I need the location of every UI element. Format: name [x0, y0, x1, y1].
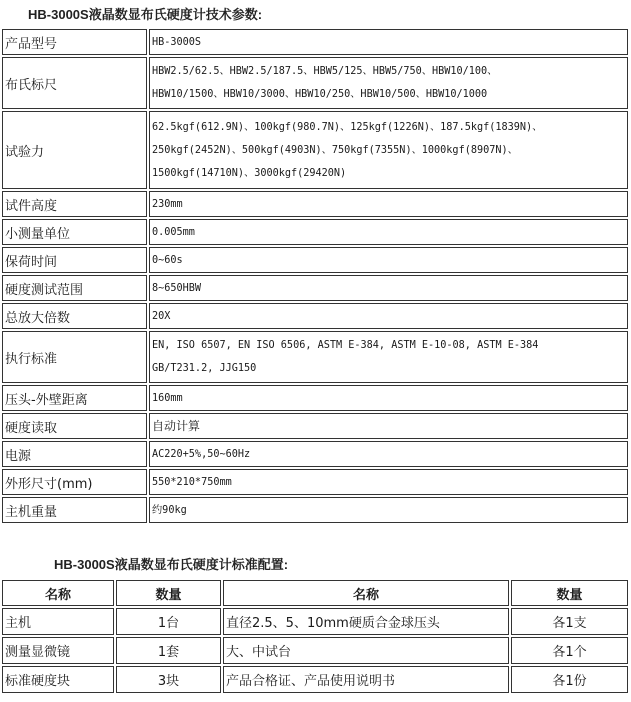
spec-label: 小测量单位	[2, 219, 147, 245]
spec-row	[2, 29, 628, 55]
config-header-name: 名称	[223, 580, 509, 606]
spec-value-line: 62.5kgf(612.9N)、100kgf(980.7N)、125kgf(1226N)、187.5kgf(1839N)、	[152, 121, 543, 133]
spec-label: 压头-外壁距离	[2, 385, 147, 411]
config-item-qty: 各1个	[511, 637, 628, 664]
spec-value	[149, 441, 628, 467]
spec-value	[149, 219, 628, 245]
config-header-name: 名称	[2, 580, 114, 606]
spec-row	[2, 441, 628, 467]
spec-value-line: GB/T231.2, JJG150	[152, 363, 257, 374]
spec-value	[149, 469, 628, 495]
config-row	[2, 608, 628, 635]
spec-value-line: HBW2.5/62.5、HBW2.5/187.5、HBW5/125、HBW5/750、HBW10/100、	[152, 66, 498, 77]
spec-value-line: 550*210*750mm	[152, 476, 232, 488]
spec-value	[149, 191, 628, 217]
config-header-qty: 数量	[116, 580, 221, 606]
config-item-qty: 1台	[116, 608, 221, 635]
config-row	[2, 666, 628, 693]
spec-label: 主机重量	[2, 497, 147, 523]
spec-label: 硬度读取	[2, 413, 147, 439]
spec-value	[149, 247, 628, 273]
spec-value-line: 自动计算	[152, 418, 201, 433]
config-table	[0, 578, 630, 695]
spec-label: 试件高度	[2, 191, 147, 217]
spec-value-line: 1500kgf(14710N)、3000kgf(29420N)	[152, 167, 347, 179]
spec-label: 硬度测试范围	[2, 275, 147, 301]
spec-value-line: 230mm	[152, 198, 183, 210]
spec-row	[2, 57, 628, 109]
spec-value-line: 8~650HBW	[152, 282, 202, 294]
config-header-row	[2, 580, 628, 606]
spec-value-line: 250kgf(2452N)、500kgf(4903N)、750kgf(7355N)、1000kgf(8907N)、	[152, 144, 518, 156]
config-item-name: 测量显微镜	[2, 637, 114, 664]
spec-value	[149, 385, 628, 411]
spec-title: HB-3000S液晶数显布氏硬度计技术参数:	[28, 7, 263, 22]
spec-value-line: 160mm	[152, 392, 183, 404]
spec-value	[149, 275, 628, 301]
spec-row	[2, 191, 628, 217]
spec-value-line: AC220+5%,50~60Hz	[152, 448, 251, 460]
spec-label: 产品型号	[2, 29, 147, 55]
spec-value-line: 0~60s	[152, 254, 183, 266]
spec-row	[2, 247, 628, 273]
spec-row	[2, 303, 628, 329]
spec-value	[149, 413, 628, 439]
spec-value-line: 20X	[152, 310, 171, 322]
spec-label: 布氏标尺	[2, 57, 147, 109]
spec-value	[149, 497, 628, 523]
config-title: HB-3000S液晶数显布氏硬度计标准配置:	[54, 557, 289, 572]
config-item-name: 大、中试台	[223, 637, 509, 664]
spec-value-line: HB-3000S	[152, 36, 202, 48]
spec-row	[2, 219, 628, 245]
config-item-qty: 各1支	[511, 608, 628, 635]
spec-row	[2, 275, 628, 301]
config-item-name: 产品合格证、产品使用说明书	[223, 666, 509, 693]
config-item-qty: 各1份	[511, 666, 628, 693]
config-item-name: 直径2.5、5、10mm硬质合金球压头	[223, 608, 509, 635]
spec-label: 外形尺寸(mm)	[2, 469, 147, 495]
spec-table	[0, 27, 630, 525]
config-item-name: 标准硬度块	[2, 666, 114, 693]
config-item-qty: 1套	[116, 637, 221, 664]
spec-label: 执行标准	[2, 331, 147, 383]
spec-value-line: 约90kg	[152, 504, 187, 516]
spec-value	[149, 57, 628, 109]
spec-value	[149, 331, 628, 383]
spec-value	[149, 111, 628, 189]
config-header-qty: 数量	[511, 580, 628, 606]
spec-label: 电源	[2, 441, 147, 467]
spec-value	[149, 29, 628, 55]
spec-row	[2, 111, 628, 189]
spec-value-line: 0.005mm	[152, 226, 195, 238]
spec-value-line: HBW10/1500、HBW10/3000、HBW10/250、HBW10/500、HBW10/1000	[152, 89, 488, 100]
spec-row	[2, 413, 628, 439]
config-row	[2, 637, 628, 664]
spec-label: 试验力	[2, 111, 147, 189]
config-item-name: 主机	[2, 608, 114, 635]
spec-row	[2, 497, 628, 523]
spec-row	[2, 469, 628, 495]
config-item-qty: 3块	[116, 666, 221, 693]
spec-label: 总放大倍数	[2, 303, 147, 329]
spec-row	[2, 331, 628, 383]
spec-label: 保荷时间	[2, 247, 147, 273]
spec-value	[149, 303, 628, 329]
spec-row	[2, 385, 628, 411]
spec-value-line: EN, ISO 6507, EN ISO 6506, ASTM E-384, ASTM E-10-08, ASTM E-384	[152, 340, 539, 351]
